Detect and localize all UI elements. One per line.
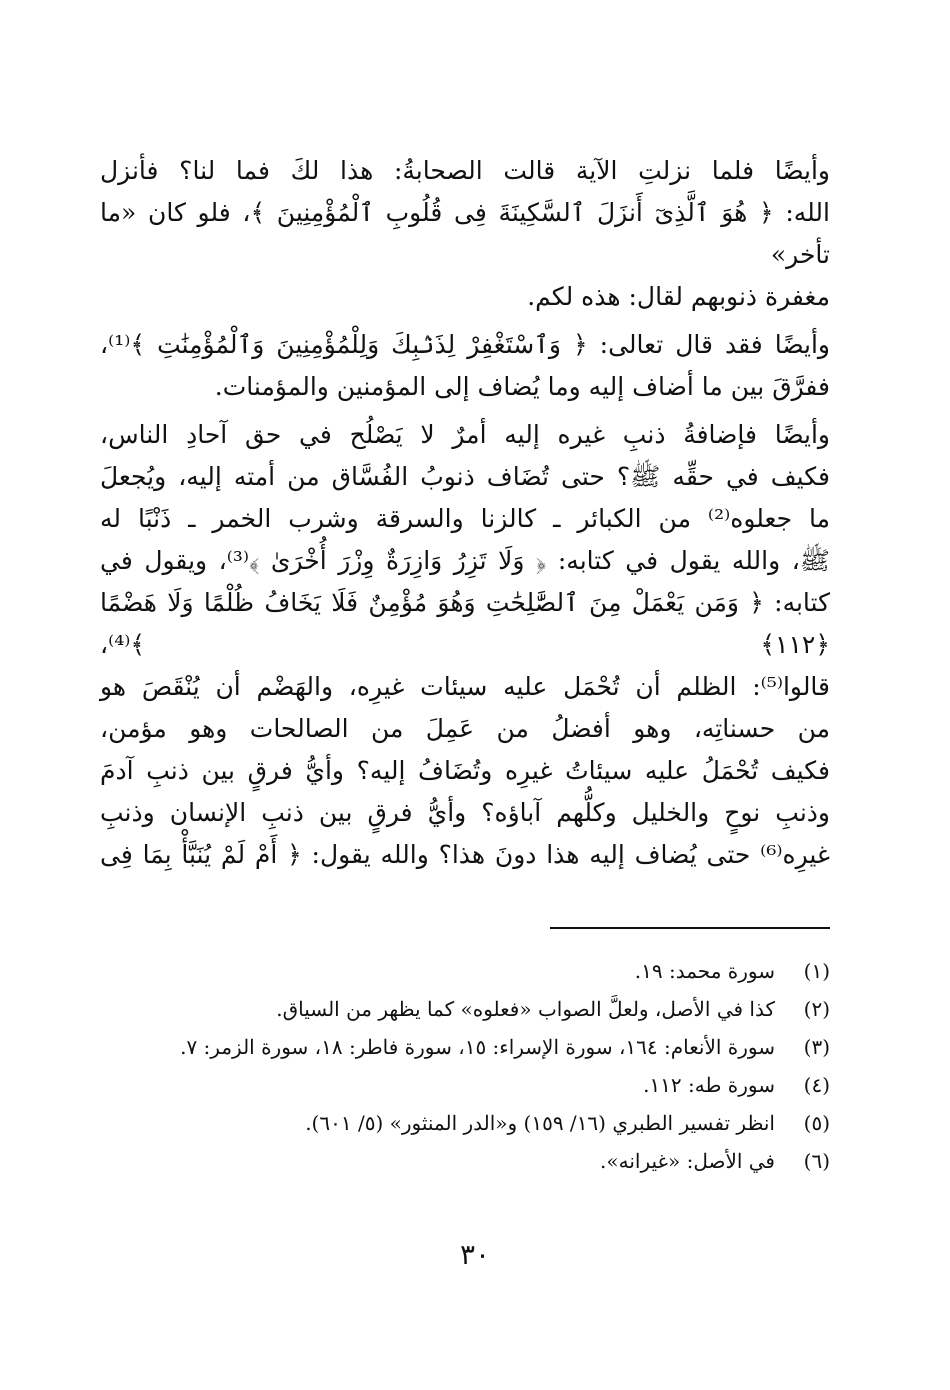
footnote-number: (٣): [803, 1035, 830, 1059]
text-line: فكيف في حقِّه ﷺ؟ حتى تُضَاف ذنوبُ الفُسَّاق من أمته إليه، ويُجعلَ: [100, 462, 830, 491]
text-line: فكيف تُحْمَلُ عليه سيئاتُ غيرِه وتُضَافُ إليه؟ وأيُّ فرقٍ بين ذنبِ آدمَ: [100, 756, 830, 785]
main-text: [100, 150, 830, 882]
footnote: [100, 1066, 830, 1104]
footnote-divider: [550, 927, 830, 929]
text-line: كتابه: ﴿ وَمَن يَعْمَلْ مِنَ ٱلصَّٰلِحَٰتِ وَهُوَ مُؤْمِنٌ فَلَا يَخَافُ ظُلْمًا وَلَا هَضْمًا ﴿١١٢﴾ ﴾⁽⁴⁾،: [100, 588, 830, 659]
text-line: ﷺ، والله يقول في كتابه: ﴿ وَلَا تَزِرُ وَازِرَةٌ وِزْرَ أُخْرَىٰ ﴾⁽³⁾، ويقول في: [100, 546, 830, 575]
text-line: من حسناتِه، وهو أفضلُ من عَمِلَ من الصالحات وهو مؤمن،: [100, 714, 830, 743]
text-line: وأيضًا فقد قال تعالى: ﴿ وَٱسْتَغْفِرْ لِذَنۢبِكَ وَلِلْمُؤْمِنِينَ وَٱلْمُؤْمِنَٰتِ ﴾⁽¹⁾،: [100, 330, 830, 359]
footnote-text: انظر تفسير الطبري (١٦/ ١٥٩) و«الدر المنثور» (٥/ ٦٠١).: [305, 1111, 775, 1135]
text-line: وذنبِ نوحٍ والخليل وكلُّهم آباؤه؟ وأيُّ فرقٍ بين ذنبِ الإنسان وذنبِ: [100, 798, 830, 827]
text-line: ففرَّقَ بين ما أضاف إليه وما يُضاف إلى المؤمنين والمؤمنات.: [214, 372, 830, 401]
footnotes: [100, 952, 830, 1180]
paragraph: [100, 150, 830, 318]
text-line: غيرِه⁽⁶⁾ حتى يُضاف إليه هذا دونَ هذا؟ والله يقول: ﴿ أَمْ لَمْ يُنَبَّأْ بِمَا فِى: [100, 840, 830, 869]
paragraph: [100, 324, 830, 408]
paragraph: [100, 414, 830, 876]
footnote-text: كذا في الأصل، ولعلَّ الصواب «فعلوه» كما يظهر من السياق.: [276, 997, 775, 1021]
footnote-text: سورة محمد: ١٩.: [634, 959, 775, 983]
text-line: وأيضًا فلما نزلتِ الآية قالت الصحابةُ: هذا لكَ فما لنا؟ فأنزل: [100, 156, 830, 185]
footnote: [100, 1104, 830, 1142]
page-number: ٣٠: [459, 1238, 491, 1271]
text-line: ما جعلوه⁽²⁾ من الكبائر ـ كالزنا والسرقة وشرب الخمر ـ ذَنْبًا له: [100, 504, 831, 533]
footnote: [100, 1028, 830, 1066]
footnote-text: سورة الأنعام: ١٦٤، سورة الإسراء: ١٥، سورة فاطر: ١٨، سورة الزمر: ٧.: [180, 1035, 775, 1059]
text-line: الله: ﴿ هُوَ ٱلَّذِىٓ أَنزَلَ ٱلسَّكِينَةَ فِى قُلُوبِ ٱلْمُؤْمِنِينَ ﴾، فلو كان «ما تأخر»: [100, 198, 830, 269]
footnote-number: (١): [803, 959, 830, 983]
footnote: [100, 990, 830, 1028]
text-line: وأيضًا فإضافةُ ذنبِ غيره إليه أمرٌ لا يَصْلُح في حق آحادِ الناس،: [100, 420, 830, 449]
text-line: قالوا⁽⁵⁾: الظلم أن تُحْمَل عليه سيئات غيرِه، والهَضْم أن يُنْقَصَ هو: [100, 672, 830, 701]
footnote-text: في الأصل: «غيرانه».: [600, 1149, 775, 1173]
footnote: [100, 952, 830, 990]
footnote-number: (٢): [803, 997, 830, 1021]
footnote-text: سورة طه: ١١٢.: [643, 1073, 775, 1097]
footnote-number: (٤): [803, 1073, 830, 1097]
footnote-number: (٥): [803, 1111, 830, 1135]
footnote: [100, 1142, 830, 1180]
footnote-number: (٦): [803, 1149, 830, 1173]
text-line: مغفرة ذنوبهم لقال: هذه لكم.: [527, 282, 830, 311]
